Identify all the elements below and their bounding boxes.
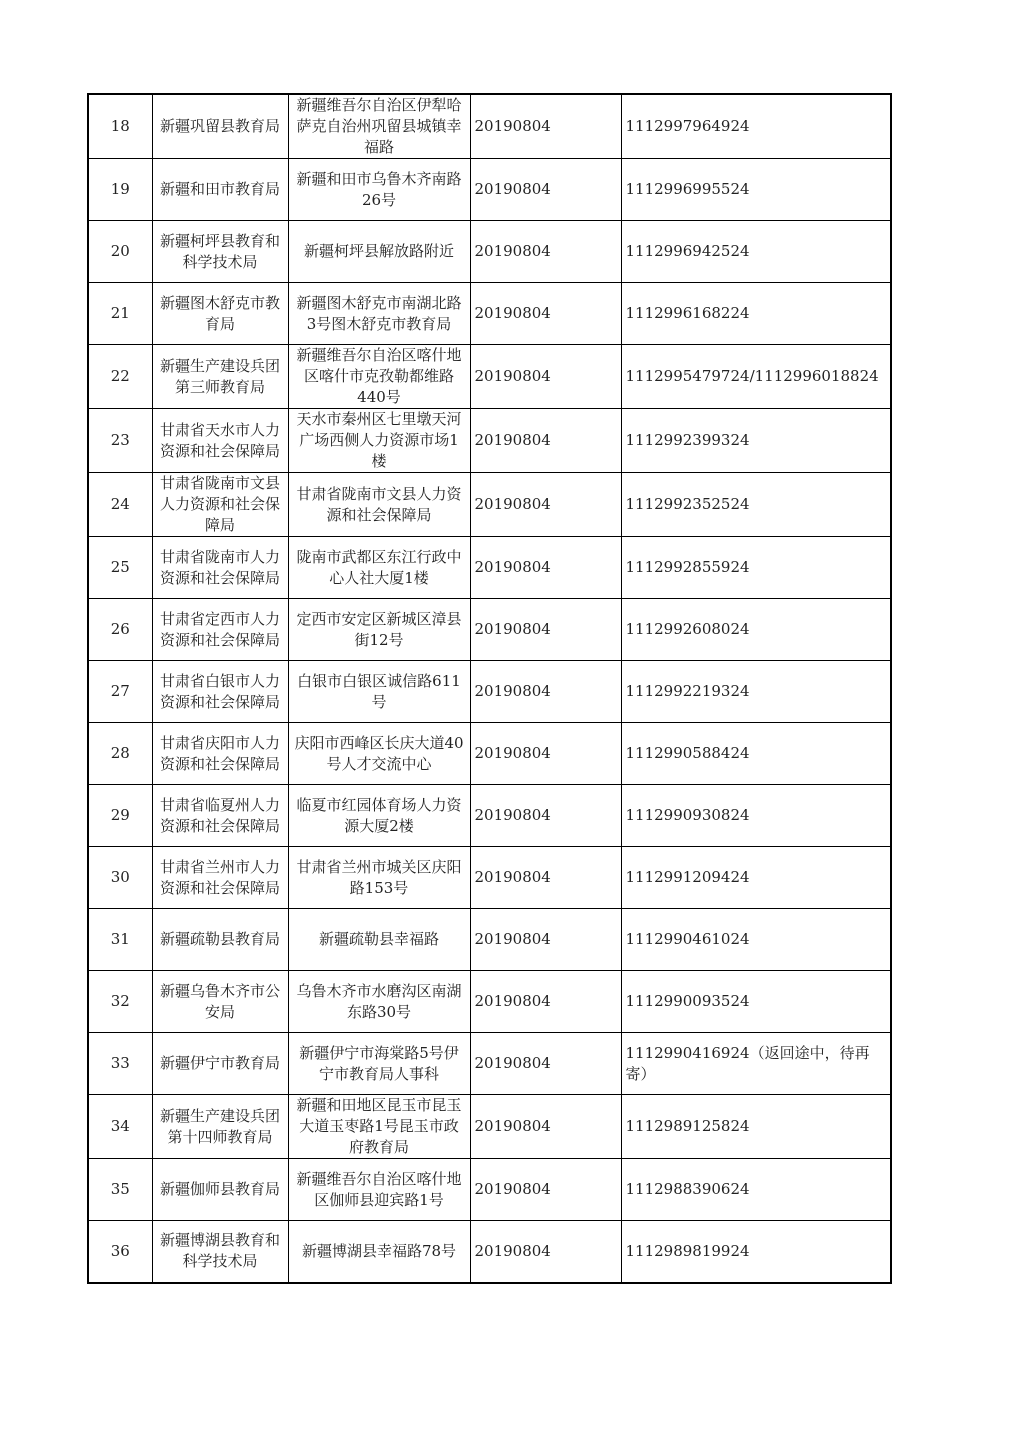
unit-name-cell: 新疆柯坪县教育和科学技术局 [152, 221, 288, 283]
table-body [88, 94, 891, 1283]
address-cell: 乌鲁木齐市水磨沟区南湖东路30号 [288, 971, 470, 1033]
address-cell: 新疆柯坪县解放路附近 [288, 221, 470, 283]
tracking-number-cell: 1112990416924（返回途中，待再寄） [621, 1033, 891, 1095]
row-number-cell: 19 [88, 159, 152, 221]
unit-name-cell: 新疆生产建设兵团第三师教育局 [152, 345, 288, 409]
date-cell: 20190804 [470, 221, 621, 283]
table-row [88, 723, 891, 785]
date-cell: 20190804 [470, 909, 621, 971]
table-row [88, 661, 891, 723]
table-row [88, 94, 891, 159]
table-row [88, 345, 891, 409]
unit-name-cell: 甘肃省白银市人力资源和社会保障局 [152, 661, 288, 723]
row-number-cell: 25 [88, 537, 152, 599]
row-number-cell: 20 [88, 221, 152, 283]
row-number-cell: 28 [88, 723, 152, 785]
date-cell: 20190804 [470, 1221, 621, 1283]
unit-name-cell: 甘肃省陇南市文县人力资源和社会保障局 [152, 473, 288, 537]
date-cell: 20190804 [470, 785, 621, 847]
table-row [88, 847, 891, 909]
tracking-number-cell: 1112988390624 [621, 1159, 891, 1221]
tracking-number-cell: 1112992219324 [621, 661, 891, 723]
unit-name-cell: 新疆疏勒县教育局 [152, 909, 288, 971]
address-cell: 陇南市武都区东江行政中心人社大厦1楼 [288, 537, 470, 599]
table-row [88, 971, 891, 1033]
tracking-number-cell: 1112991209424 [621, 847, 891, 909]
date-cell: 20190804 [470, 1095, 621, 1159]
unit-name-cell: 新疆巩留县教育局 [152, 94, 288, 159]
tracking-number-cell: 1112996168224 [621, 283, 891, 345]
row-number-cell: 29 [88, 785, 152, 847]
date-cell: 20190804 [470, 159, 621, 221]
tracking-number-cell: 1112996942524 [621, 221, 891, 283]
tracking-number-cell: 1112990588424 [621, 723, 891, 785]
address-cell: 新疆维吾尔自治区喀什地区喀什市克孜勒都维路440号 [288, 345, 470, 409]
table-row [88, 1159, 891, 1221]
table-row [88, 1221, 891, 1283]
unit-name-cell: 新疆和田市教育局 [152, 159, 288, 221]
tracking-number-cell: 1112990461024 [621, 909, 891, 971]
row-number-cell: 35 [88, 1159, 152, 1221]
unit-name-cell: 甘肃省庆阳市人力资源和社会保障局 [152, 723, 288, 785]
address-cell: 新疆疏勒县幸福路 [288, 909, 470, 971]
table-row [88, 221, 891, 283]
table-row [88, 159, 891, 221]
row-number-cell: 33 [88, 1033, 152, 1095]
table-row [88, 909, 891, 971]
date-cell: 20190804 [470, 1033, 621, 1095]
address-cell: 新疆图木舒克市南湖北路3号图木舒克市教育局 [288, 283, 470, 345]
date-cell: 20190804 [470, 283, 621, 345]
row-number-cell: 27 [88, 661, 152, 723]
row-number-cell: 26 [88, 599, 152, 661]
table-row [88, 409, 891, 473]
table-row [88, 1033, 891, 1095]
table-row [88, 785, 891, 847]
tracking-number-cell: 1112989819924 [621, 1221, 891, 1283]
date-cell: 20190804 [470, 94, 621, 159]
table-row [88, 1095, 891, 1159]
date-cell: 20190804 [470, 473, 621, 537]
date-cell: 20190804 [470, 599, 621, 661]
address-cell: 新疆博湖县幸福路78号 [288, 1221, 470, 1283]
row-number-cell: 21 [88, 283, 152, 345]
tracking-number-cell: 1112990093524 [621, 971, 891, 1033]
address-cell: 新疆和田地区昆玉市昆玉大道玉枣路1号昆玉市政府教育局 [288, 1095, 470, 1159]
address-cell: 甘肃省兰州市城关区庆阳路153号 [288, 847, 470, 909]
unit-name-cell: 甘肃省临夏州人力资源和社会保障局 [152, 785, 288, 847]
unit-name-cell: 新疆伽师县教育局 [152, 1159, 288, 1221]
table-row [88, 599, 891, 661]
unit-name-cell: 新疆生产建设兵团第十四师教育局 [152, 1095, 288, 1159]
tracking-number-cell: 1112989125824 [621, 1095, 891, 1159]
unit-name-cell: 新疆图木舒克市教育局 [152, 283, 288, 345]
address-cell: 天水市秦州区七里墩天河广场西侧人力资源市场1楼 [288, 409, 470, 473]
unit-name-cell: 新疆伊宁市教育局 [152, 1033, 288, 1095]
address-cell: 新疆和田市乌鲁木齐南路26号 [288, 159, 470, 221]
tracking-number-cell: 1112992352524 [621, 473, 891, 537]
row-number-cell: 30 [88, 847, 152, 909]
unit-name-cell: 甘肃省陇南市人力资源和社会保障局 [152, 537, 288, 599]
address-cell: 庆阳市西峰区长庆大道40号人才交流中心 [288, 723, 470, 785]
table-row [88, 537, 891, 599]
unit-name-cell: 新疆博湖县教育和科学技术局 [152, 1221, 288, 1283]
row-number-cell: 31 [88, 909, 152, 971]
address-cell: 新疆维吾尔自治区喀什地区伽师县迎宾路1号 [288, 1159, 470, 1221]
date-cell: 20190804 [470, 847, 621, 909]
date-cell: 20190804 [470, 971, 621, 1033]
unit-name-cell: 甘肃省定西市人力资源和社会保障局 [152, 599, 288, 661]
date-cell: 20190804 [470, 409, 621, 473]
date-cell: 20190804 [470, 723, 621, 785]
date-cell: 20190804 [470, 345, 621, 409]
tracking-number-cell: 1112997964924 [621, 94, 891, 159]
tracking-number-cell: 1112992608024 [621, 599, 891, 661]
date-cell: 20190804 [470, 537, 621, 599]
row-number-cell: 18 [88, 94, 152, 159]
row-number-cell: 32 [88, 971, 152, 1033]
tracking-number-cell: 1112992855924 [621, 537, 891, 599]
address-cell: 白银市白银区诚信路611号 [288, 661, 470, 723]
date-cell: 20190804 [470, 661, 621, 723]
tracking-number-cell: 1112992399324 [621, 409, 891, 473]
mailing-record-table [87, 93, 892, 1284]
address-cell: 定西市安定区新城区漳县街12号 [288, 599, 470, 661]
row-number-cell: 36 [88, 1221, 152, 1283]
row-number-cell: 23 [88, 409, 152, 473]
address-cell: 新疆伊宁市海棠路5号伊宁市教育局人事科 [288, 1033, 470, 1095]
row-number-cell: 24 [88, 473, 152, 537]
address-cell: 甘肃省陇南市文县人力资源和社会保障局 [288, 473, 470, 537]
tracking-number-cell: 1112996995524 [621, 159, 891, 221]
tracking-number-cell: 1112990930824 [621, 785, 891, 847]
unit-name-cell: 甘肃省兰州市人力资源和社会保障局 [152, 847, 288, 909]
row-number-cell: 22 [88, 345, 152, 409]
row-number-cell: 34 [88, 1095, 152, 1159]
unit-name-cell: 甘肃省天水市人力资源和社会保障局 [152, 409, 288, 473]
table-row [88, 473, 891, 537]
table-row [88, 283, 891, 345]
address-cell: 临夏市红园体育场人力资源大厦2楼 [288, 785, 470, 847]
address-cell: 新疆维吾尔自治区伊犁哈萨克自治州巩留县城镇幸福路 [288, 94, 470, 159]
date-cell: 20190804 [470, 1159, 621, 1221]
unit-name-cell: 新疆乌鲁木齐市公安局 [152, 971, 288, 1033]
tracking-number-cell: 1112995479724/1112996018824 [621, 345, 891, 409]
